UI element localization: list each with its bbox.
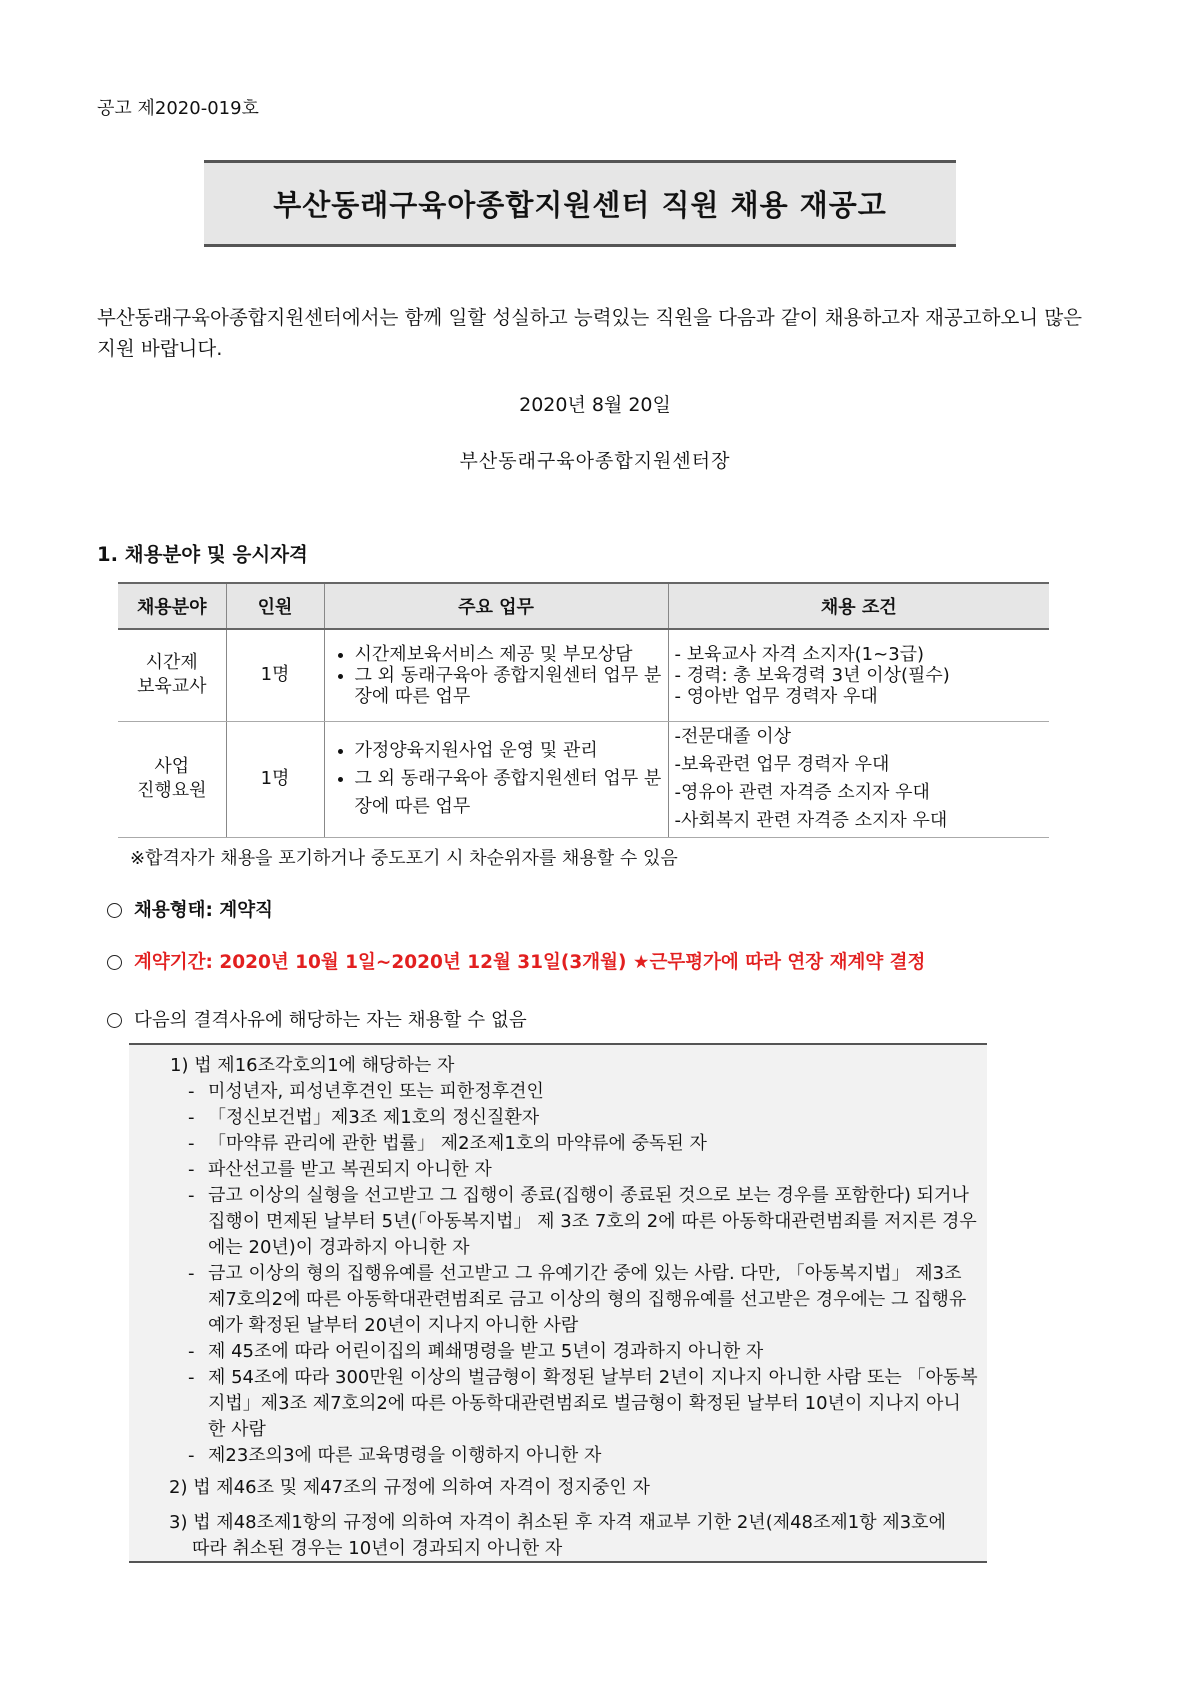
disqualification-subitem: - 파산선고를 받고 복권되지 아니한 자 [188, 1159, 492, 1180]
field-cell [118, 721, 226, 837]
disqualification-subitem: - 제 45조에 따라 어린이집의 폐쇄명령을 받고 5년이 경과하지 아니한 자 [188, 1341, 764, 1362]
recruitment-table [118, 582, 1049, 838]
condition-item: - 경력: 총 보육경력 3년 이상(필수) [674, 664, 950, 686]
condition-item: - 영아반 업무 경력자 우대 [674, 685, 878, 707]
notice-date: 2020년 8월 20일 [519, 394, 671, 416]
table-note: ※합격자가 채용을 포기하거나 중도포기 시 차순위자를 채용할 수 있음 [130, 848, 678, 869]
column-header: 주요 업무 [324, 583, 668, 629]
column-header: 인원 [226, 583, 324, 629]
field-line: 진행요원 [136, 780, 207, 801]
field-line: 보육교사 [136, 676, 207, 698]
disqualification-subitem: - 미성년자, 피성년후견인 또는 피한정후견인 [188, 1081, 544, 1102]
disqualification-subitem: - 「정신보건법」제3조 제1호의 정신질환자 [188, 1107, 540, 1128]
intro-text: 부산동래구육아종합지원센터에서는 함께 일할 성실하고 능력있는 직원을 다음과 같이 채용하고자 재공고하오니 많은 지원 바랍니다. [97, 306, 1082, 360]
table-header-row [118, 583, 1049, 629]
duty-item: • 그 외 동래구육아 종합지원센터 업무 분장에 따른 업무 [355, 665, 667, 707]
disqualification-heading-text: 다음의 결격사유에 해당하는 자는 채용할 수 없음 [134, 1010, 527, 1031]
count-cell: 1명 [226, 721, 324, 837]
disqualification-subitem: - 제 54조에 따라 300만원 이상의 벌금형이 확정된 날부터 2년이 지나지 아니한 사람 또는 「아동복지법」제3조 제7호의2에 따른 아동학대관련범죄로 벌금형이 확정된 날부터 10년이 지나지 아니한 사람 [188, 1367, 978, 1440]
circle-bullet-icon [107, 1013, 122, 1028]
employment-type-text: 채용형태: 계약직 [134, 900, 273, 921]
count-cell: 1명 [226, 629, 324, 721]
circle-bullet-icon [107, 955, 122, 970]
conditions-cell [668, 721, 1049, 837]
disqualification-item: 1) 법 제16조각호의1에 해당하는 자 [170, 1055, 455, 1076]
disqualification-subitem: - 「마약류 관리에 관한 법률」 제2조제1호의 마약류에 중독된 자 [188, 1133, 707, 1154]
disqualification-heading [107, 1006, 527, 1032]
disqualification-item: 2) 법 제46조 및 제47조의 규정에 의하여 자격이 정지중인 자 [169, 1477, 650, 1498]
page-title: 부산동래구육아종합지원센터 직원 채용 재공고 [273, 188, 887, 222]
condition-item: - 보육교사 자격 소지자(1~3급) [674, 643, 925, 665]
condition-item: -보육관련 업무 경력자 우대 [674, 754, 890, 775]
issuer: 부산동래구육아종합지원센터장 [459, 450, 731, 472]
title-box [204, 160, 956, 247]
field-line: 사업 [154, 756, 190, 777]
duty-item: • 그 외 동래구육아 종합지원센터 업무 분장에 따른 업무 [355, 765, 667, 821]
column-header: 채용 조건 [668, 583, 1049, 629]
duties-cell [324, 721, 668, 837]
contract-period [107, 948, 925, 974]
field-line: 시간제 [145, 652, 198, 674]
disqualification-subitem: - 금고 이상의 형의 집행유예를 선고받고 그 유예기간 중에 있는 사람. 다만, 「아동복지법」 제3조제7호의2에 따른 아동학대관련범죄로 금고 이상의 형의 집행유예를 선고받은 경우에는 그 집행유예가 확정된 날부터 20년이 지나지 아니한 사람 [188, 1263, 967, 1336]
condition-item: -사회복지 관련 자격증 소지자 우대 [674, 810, 948, 831]
duties-cell [324, 629, 668, 721]
conditions-cell [668, 629, 1049, 721]
condition-item: -영유아 관련 자격증 소지자 우대 [674, 782, 930, 803]
duty-item: • 시간제보육서비스 제공 및 부모상담 [355, 644, 667, 665]
table-row [118, 721, 1049, 837]
notice-number: 공고 제2020-019호 [97, 98, 259, 119]
employment-type [107, 896, 273, 922]
column-header: 채용분야 [118, 583, 226, 629]
disqualification-subitem: - 금고 이상의 실형을 선고받고 그 집행이 종료(집행이 종료된 것으로 보는 경우를 포함한다) 되거나 집행이 면제된 날부터 5년(「아동복지법」 제 3조 7호의 2에 따른 아동학대관련범죄를 저지른 경우에는 20년)이 경과하지 아니한 자 [188, 1185, 977, 1258]
field-cell [118, 629, 226, 721]
duty-item: • 가정양육지원사업 운영 및 관리 [355, 737, 667, 765]
disqualification-subitem: - 제23조의3에 따른 교육명령을 이행하지 아니한 자 [188, 1445, 602, 1466]
table-row [118, 629, 1049, 721]
condition-item: -전문대졸 이상 [674, 726, 792, 747]
disqualification-item: 3) 법 제48조제1항의 규정에 의하여 자격이 취소된 후 자격 재교부 기한 2년(제48조제1항 제3호에 따라 취소된 경우는 10년이 경과되지 아니한 자 [169, 1512, 946, 1559]
disqualification-box [129, 1043, 987, 1563]
section-heading: 1. 채용분야 및 응시자격 [97, 543, 308, 566]
contract-period-text: 계약기간: 2020년 10월 1일~2020년 12월 31일(3개월) ★근무평가에 따라 연장 재계약 결정 [134, 952, 926, 973]
circle-bullet-icon [107, 903, 122, 918]
